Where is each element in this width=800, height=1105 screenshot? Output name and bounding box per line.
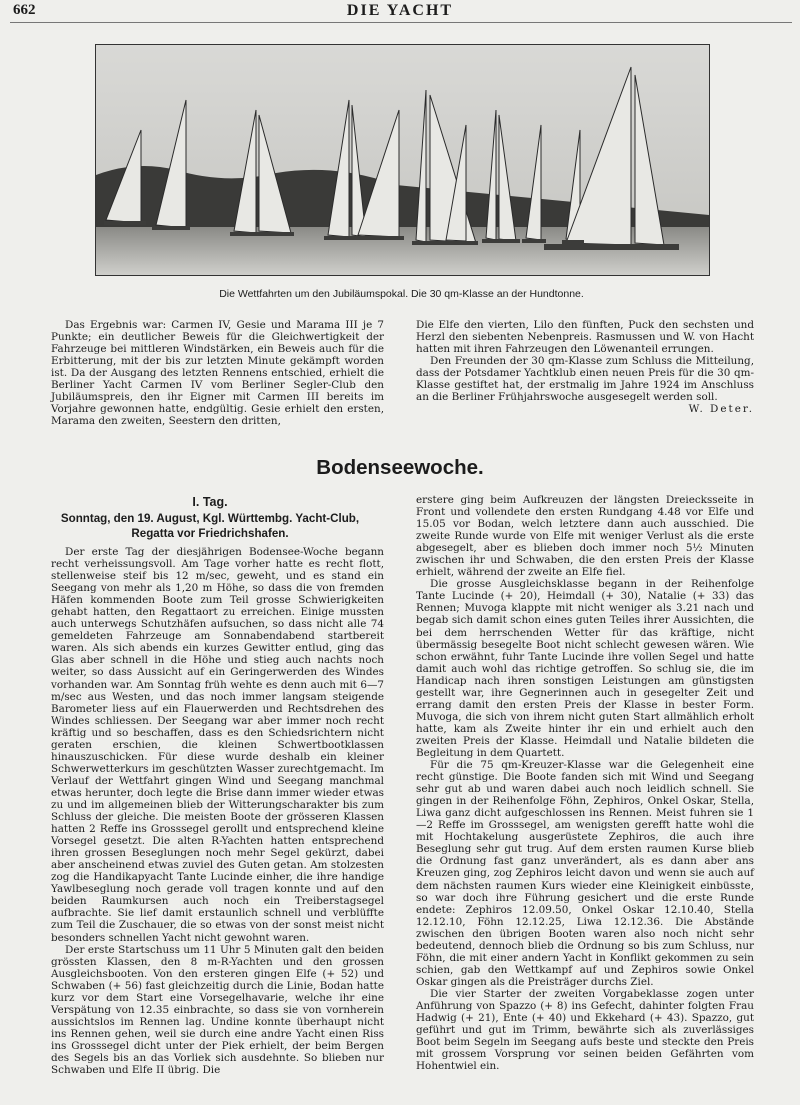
report-left-column	[51, 319, 384, 427]
article-paragraph: Der erste Tag der diesjährigen Bodensee-Woche begann recht verheissungsvoll. Am Tage vorher hatte es recht flott, stellenweise steif bis 12 m/sec, geweht, und es stand ein Seegang von mehr als 1,20 m Höhe, so dass die von fremden Häfen kommenden Boote zum Teil grosse Schwierigkeiten gehabt hatten, den Regattaort zu erreichen. Einige mussten auch unterwegs Schutzhäfen aufsuchen, so dass nicht alle 74 gemeldeten Fahrzeuge am Sonnabendabend startbereit waren. Als sich abends ein kurzes Gewitter entlud, ging das Glas aber schnell in die Höhe und stieg auch nachts noch weiter, so dass Aussicht auf ein Geringerwerden des Windes vorhanden war. Am Sonntag früh wehte es denn auch mit 6—7 m/sec aus Westen, und das noch immer langsam steigende Barometer liess auf ein Flauerwerden und Rechtsdrehen des Windes schliessen. Der Seegang war aber immer noch recht kräftig und so beschaffen, dass es den Schiedsrichtern nicht geraten erschien, die kleinen Schwertbootklassen hinauszuschicken. Für diese wurde deshalb ein kleiner Schwerwetterkurs im geschützten Wasser zurechtgemacht. Im Verlauf der Wettfahrt gingen Wind und Seegang manchmal etwas herunter, doch legte die Brise dann immer wieder etwas zu und im allgemeinen blieb der Witterungscharakter bis zum Schluss der gleiche. Die meisten Boote der grösseren Klassen hatten 2 Reffe ins Grosssegel gerollt und entsprechend kleine Vorsegel gesetzt. Die alten R-Yachten hatten entsprechend ihren grossen Beseglungen noch mehr Segel gekürzt, dabei aber anscheinend etwas zuviel des Guten getan. Am stolzesten zog die Handikapyacht Tante Lucinde einher, die ihre handige Yawlbeseglung noch gerade voll tragen konnte und auf den beiden Raumkursen auch noch ein Treiberstagsegel aufbrachte. Sie lief damit erstaunlich schnell und verblüffte zum Teil die Zuschauer, die so etwas von der sonst meist nicht besonders schnellen Yacht nicht gewohnt waren.	[51, 546, 384, 944]
signature: W. Deter.	[688, 403, 754, 416]
report-paragraph: Den Freunden der 30 qm-Klasse zum Schluss die Mitteilung, dass der Potsdamer Yachtklub einen neuen Preis für die 30 qm-Klasse gestiftet hat, der erstmalig im Jahre 1924 im Anschluss an die Berliner Frühjahrswoche ausgesegelt werden soll. W. Deter.	[416, 355, 754, 416]
regatta-photo	[95, 44, 710, 276]
report-paragraph: Die Elfe den vierten, Lilo den fünften, Puck den sechsten und Herzl den siebenten Nebenpreis. Rasmussen und W. von Hacht hatten mit ihren Fahrzeugen den Löwenanteil errungen.	[416, 319, 754, 356]
page-number: 662	[13, 2, 36, 18]
report-right-column	[416, 319, 754, 415]
running-head-title: DIE YACHT	[346, 2, 454, 19]
article-title: Bodenseewoche.	[316, 456, 484, 479]
article-paragraph: Für die 75 qm-Kreuzer-Klasse war die Gelegenheit eine recht günstige. Die Boote fanden sich mit Wind und Seegang sehr gut ab und waren dabei auch noch leidlich schnell. Sie gingen in der Reihenfolge Föhn, Zephiros, Onkel Oskar, Stella, Liwa ganz dicht aufgeschlossen ins Rennen. Meist fuhren sie 1—2 Reffe im Grosssegel, am wenigsten gerefft hatte wohl die mit Hochtakelung ausgerüstete Zephiros, die auch ihre Beseglung sehr gut trug. Auf dem ersten raumen Kurse blieb die Ordnung fast ganz unverändert, als es dann aber ans Kreuzen ging, zog Zephiros leicht davon und wenn sie auch auf dem nächsten raumen Kurs wieder eine Kleinigkeit einbüsste, so war doch ihre Führung gesichert und die erste Runde endete: Zephiros 12.09.50, Onkel Oskar 12.10.40, Stella 12.12.10, Föhn 12.12.25, Liwa 12.12.36. Die Abstände zwischen den übrigen Booten waren also noch nicht sehr bedeutend, dennoch blieb die Ordnung so bis zum Schluss, nur Föhn, die mit einer andern Yacht in Konflikt gekommen zu sein schien, gab den Wettkampf auf und Zephiros sowie Onkel Oskar gingen als die Preisträger durchs Ziel.	[416, 759, 754, 988]
header-rule	[10, 22, 792, 23]
article-paragraph: Die vier Starter der zweiten Vorgabeklasse zogen unter Anführung von Spazzo (+ 8) ins Gefecht, dahinter folgten Frau Hadwig (+ 21), Ente (+ 40) und Ekkehard (+ 43). Spazzo, gut geführt und gut im Trimm, bewährte sich als zuverlässiges Boot beim Segeln im Seegang aufs beste und steckte den Preis mit grossem Vorsprung vor seinen beiden Gefährten vom Hohentwiel ein.	[416, 987, 754, 1073]
article-paragraph: erstere ging beim Aufkreuzen der längsten Dreiecksseite in Front und vollendete den ersten Rundgang 4.48 vor Elfe und 15.05 vor Bodan, welch letztere dann auch ausschied. Die zweite Runde wurde von Elfe mit weniger Verlust als die erste abgesegelt, aber es blieben doch immer noch 5½ Minuten zwischen ihr und Schwaben, die den ersten Preis der Klasse erhielt, während der zweite an Elfe fiel.	[416, 494, 754, 579]
article-paragraph: Die grosse Ausgleichsklasse begann in der Reihenfolge Tante Lucinde (+ 20), Heimdall (+ 30), Natalie (+ 33) das Rennen; Muvoga klappte mit nicht weniger als 3.21 nach und begab sich damit schon eines guten Teiles ihrer Aussichten, die bei dem herrschenden Wetter für das kräftige, nicht übermässig besegelte Boot nicht schlecht gewesen wären. Wie schon erwähnt, fuhr Tante Lucinde ihre vollen Segel und hatte damit auch wohl das richtige getroffen. So schlug sie, die im Handicap nach ihren sonstigen Leistungen am günstigsten gestellt war, ihre Gegnerinnen auch in gesegelter Zeit und errang damit den ersten Preis der Klasse in bester Form. Muvoga, die sich von ihrem nicht guten Start allmählich erholt hatte, kam als Zweite hinter ihr ein und erhielt auch den zweiten Preis der Klasse. Heimdall und Natalie bildeten die Begleitung in dem Quartett.	[416, 578, 754, 759]
article-left-column	[51, 546, 384, 1076]
article-right-column	[416, 494, 754, 1072]
photo-caption: Die Wettfahrten um den Jubiläumspokal. Die 30 qm-Klasse an der Hundtonne.	[219, 288, 584, 300]
day-subheading: Sonntag, den 19. August, Kgl. Württembg. Yacht-Club, Regatta vor Friedrichshafen.	[60, 512, 360, 540]
article-paragraph: Der erste Startschuss um 11 Uhr 5 Minuten galt den beiden grössten Klassen, den 8 m-R-Yachten und den grossen Ausgleichsbooten. Von den ersteren gingen Elfe (+ 52) und Schwaben (+ 56) fast gleichzeitig durch die Linie, Bodan hatte kurz vor dem Start eine Vorsegelhavarie, welche ihr eine Verspätung von 12.35 einbrachte, so dass sie von vornherein aussichtslos im Rennen lag. Undine konnte überhaupt nicht ins Rennen gehen, weil sie durch eine andre Yacht einen Riss ins Grosssegel dicht unter der Piek erhielt, der beim Bergen des Segels bis an das Vorliek sich ausdehnte. So blieben nur Schwaben und Elfe II übrig. Die	[51, 943, 384, 1077]
report-paragraph: Das Ergebnis war: Carmen IV, Gesie und Marama III je 7 Punkte; ein deutlicher Beweis für die Gleichwertigkeit der Fahrzeuge bei mittleren Windstärken, ein Beweis auch für die Erbitterung, mit der bis zur letzten Minute gekämpft worden ist. Da der Ausgang des letzten Rennens entschied, erhielt die Berliner Yacht Carmen IV vom Berliner Segler-Club den Jubiläumspreis, den ihr Eigner mit Carmen III bereits im Vorjahre gewonnen hatte, endgültig. Gesie erhielt den ersten, Marama den zweiten, Seestern den dritten,	[51, 319, 384, 428]
day-heading: I. Tag.	[192, 495, 228, 509]
